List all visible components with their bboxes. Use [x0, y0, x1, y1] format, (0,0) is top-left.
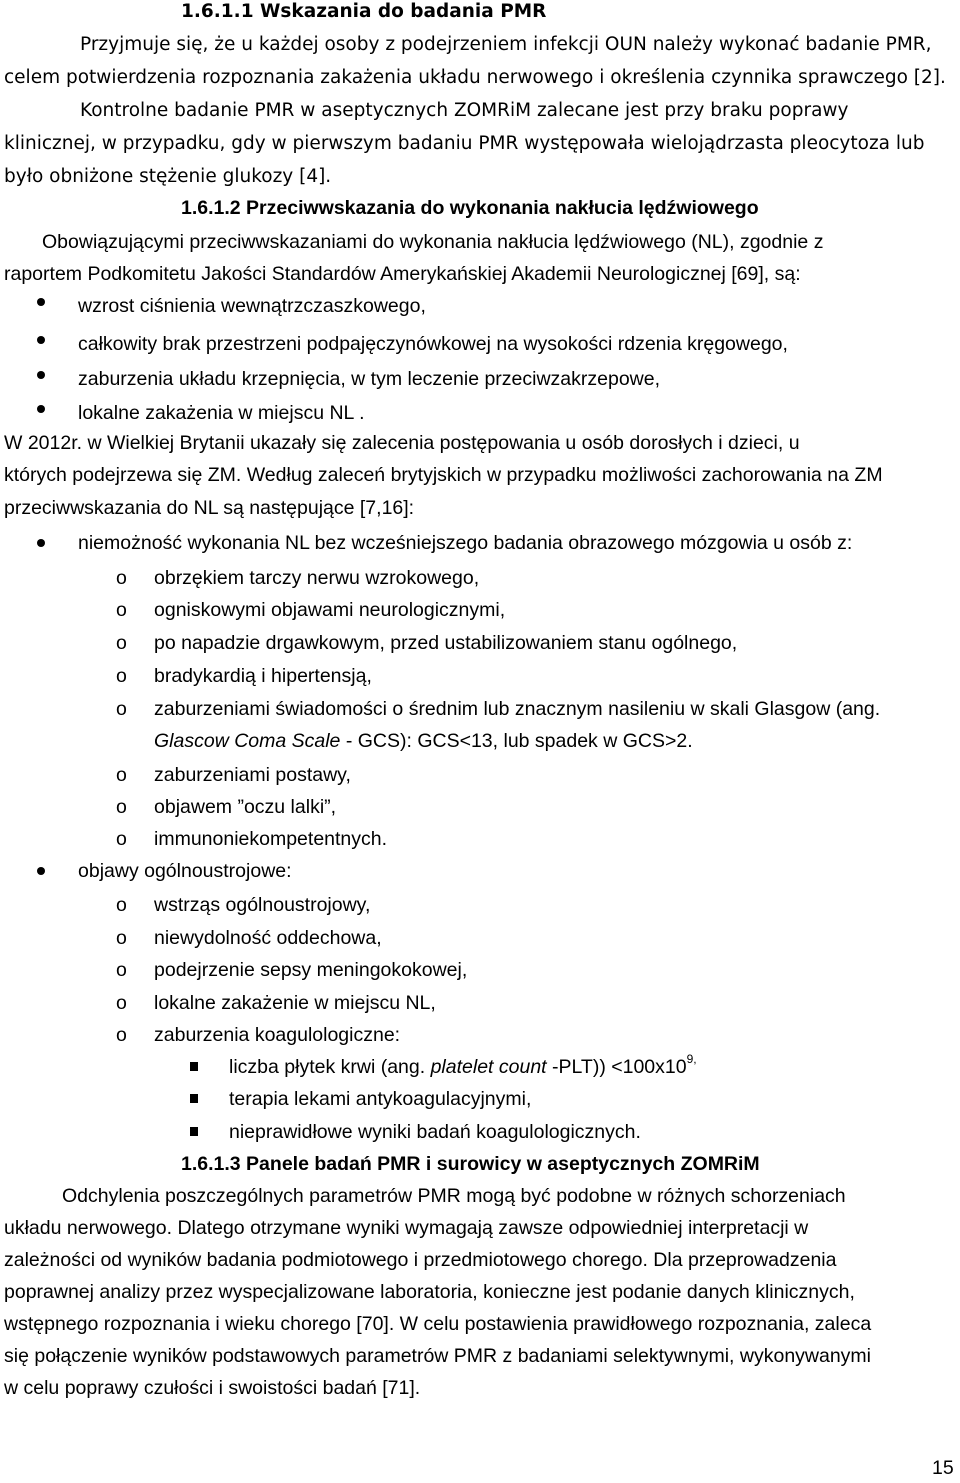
sub-bullet-icon: o: [116, 632, 127, 654]
gcs-term: Glascow Coma Scale: [154, 730, 341, 752]
paragraph-line: klinicznej, w przypadku, gdy w pierwszym badaniu PMR występowała wielojądrzasta pleocytoza lub: [4, 133, 925, 154]
sub-list-item: ogniskowymi objawami neurologicznymi,: [154, 599, 506, 621]
bullet-icon: [37, 867, 45, 875]
sub-list-item: podejrzenie sepsy meningokokowej,: [154, 959, 468, 981]
sub-list-item: obrzękiem tarczy nerwu wzrokowego,: [154, 567, 480, 589]
sub-list-item: wstrząs ogólnoustrojowy,: [154, 894, 371, 916]
sub-bullet-icon: o: [116, 796, 127, 818]
paragraph-line: przeciwwskazania do NL są następujące [7,16]:: [4, 497, 415, 519]
list-item: niemożność wykonania NL bez wcześniejszego badania obrazowego mózgowia u osób z:: [78, 532, 853, 554]
paragraph-line: Odchylenia poszczególnych parametrów PMR mogą być podobne w różnych schorzeniach: [62, 1185, 846, 1207]
plt-exponent: 9,: [686, 1052, 697, 1066]
bullet-icon: [37, 298, 45, 306]
sub-list-item: immunoniekompetentnych.: [154, 828, 388, 850]
sub-list-item: bradykardią i hipertensją,: [154, 665, 372, 687]
section-heading-1-6-1-2: 1.6.1.2 Przeciwwskazania do wykonania nakłucia lędźwiowego: [181, 197, 759, 219]
sub-list-item: lokalne zakażenie w miejscu NL,: [154, 992, 436, 1014]
paragraph-line: Przyjmuje się, że u każdej osoby z podejrzeniem infekcji OUN należy wykonać badanie PMR,: [80, 34, 932, 55]
sub-bullet-icon: o: [116, 665, 127, 687]
sub-sub-list-item: nieprawidłowe wyniki badań koagulologicznych.: [229, 1121, 641, 1143]
paragraph-line: raportem Podkomitetu Jakości Standardów Amerykańskiej Akademii Neurologicznej [69], są:: [4, 263, 801, 285]
section-heading-1-6-1-3: 1.6.1.3 Panele badań PMR i surowicy w aseptycznych ZOMRiM: [181, 1153, 760, 1175]
square-bullet-icon: [190, 1127, 198, 1136]
sub-sub-list-item: terapia lekami antykoagulacyjnymi,: [229, 1088, 532, 1110]
paragraph-line: w celu poprawy czułości i swoistości badań [71].: [4, 1377, 421, 1399]
section-heading-1-6-1-1: 1.6.1.1 Wskazania do badania PMR: [181, 1, 547, 22]
sub-list-item: po napadzie drgawkowym, przed ustabilizowaniem stanu ogólnego,: [154, 632, 738, 654]
paragraph-line: zależności od wyników badania podmiotowego i przedmiotowego chorego. Dla przeprowadzenia: [4, 1249, 837, 1271]
sub-bullet-icon: o: [116, 959, 127, 981]
sub-bullet-icon: o: [116, 992, 127, 1014]
bullet-icon: [37, 539, 45, 547]
sub-bullet-icon: o: [116, 828, 127, 850]
paragraph-line: Kontrolne badanie PMR w aseptycznych ZOMRiM zalecane jest przy braku poprawy: [80, 100, 849, 121]
plt-pre: liczba płytek krwi (ang.: [229, 1056, 431, 1078]
sub-list-item: zaburzeniami postawy,: [154, 764, 351, 786]
sub-list-item: zaburzeniami świadomości o średnim lub znacznym nasileniu w skali Glasgow (ang.: [154, 698, 881, 720]
sub-bullet-icon: o: [116, 1024, 127, 1046]
paragraph-line: W 2012r. w Wielkiej Brytanii ukazały się zalecenia postępowania u osób dorosłych i dzieci, u: [4, 432, 800, 454]
sub-bullet-icon: o: [116, 599, 127, 621]
plt-term: platelet count: [430, 1056, 547, 1078]
paragraph-line: poprawnej analizy przez wyspecjalizowane laboratoria, konieczne jest podanie danych klinicznych,: [4, 1281, 855, 1303]
sub-list-item: zaburzenia koagulologiczne:: [154, 1024, 401, 1046]
list-item: całkowity brak przestrzeni podpajęczynówkowej na wysokości rdzenia kręgowego,: [78, 333, 788, 355]
gcs-rest: - GCS): GCS<13, lub spadek w GCS>2.: [340, 730, 693, 752]
bullet-icon: [37, 336, 45, 344]
bullet-icon: [37, 405, 45, 413]
sub-bullet-icon: o: [116, 567, 127, 589]
paragraph-line: których podejrzewa się ZM. Według zaleceń brytyjskich w przypadku możliwości zachorowania na ZM: [4, 464, 883, 486]
square-bullet-icon: [190, 1094, 198, 1103]
sub-list-item-continuation: [154, 729, 693, 753]
paragraph-line: było obniżone stężenie glukozy [4].: [4, 166, 332, 187]
paragraph-line: się połączenie wyników podstawowych parametrów PMR z badaniami selektywnymi, wykonywanymi: [4, 1345, 872, 1367]
sub-bullet-icon: o: [116, 927, 127, 949]
page-number: 15: [932, 1457, 954, 1479]
square-bullet-icon: [190, 1062, 198, 1071]
sub-list-item: niewydolność oddechowa,: [154, 927, 382, 949]
paragraph-line: celem potwierdzenia rozpoznania zakażenia układu nerwowego i określenia czynnika sprawczego [2].: [4, 67, 946, 88]
sub-list-item: objawem ”oczu lalki”,: [154, 796, 337, 818]
list-item: lokalne zakażenia w miejscu NL .: [78, 402, 365, 424]
sub-bullet-icon: o: [116, 894, 127, 916]
bullet-icon: [37, 371, 45, 379]
paragraph-line: wstępnego rozpoznania i wieku chorego [70]. W celu postawienia prawidłowego rozpoznania, zaleca: [4, 1313, 872, 1335]
paragraph-line: Obowiązującymi przeciwwskazaniami do wykonania nakłucia lędźwiowego (NL), zgodnie z: [42, 231, 824, 253]
sub-bullet-icon: o: [116, 698, 127, 720]
list-item: wzrost ciśnienia wewnątrzczaszkowego,: [78, 295, 426, 317]
list-item: objawy ogólnoustrojowe:: [78, 860, 292, 882]
plt-post: -PLT)) <100x10: [546, 1056, 687, 1078]
sub-bullet-icon: o: [116, 764, 127, 786]
paragraph-line: układu nerwowego. Dlatego otrzymane wyniki wymagają zawsze odpowiedniej interpretacji w: [4, 1217, 809, 1239]
list-item: zaburzenia układu krzepnięcia, w tym leczenie przeciwzakrzepowe,: [78, 368, 661, 390]
sub-sub-list-item: [229, 1052, 697, 1079]
